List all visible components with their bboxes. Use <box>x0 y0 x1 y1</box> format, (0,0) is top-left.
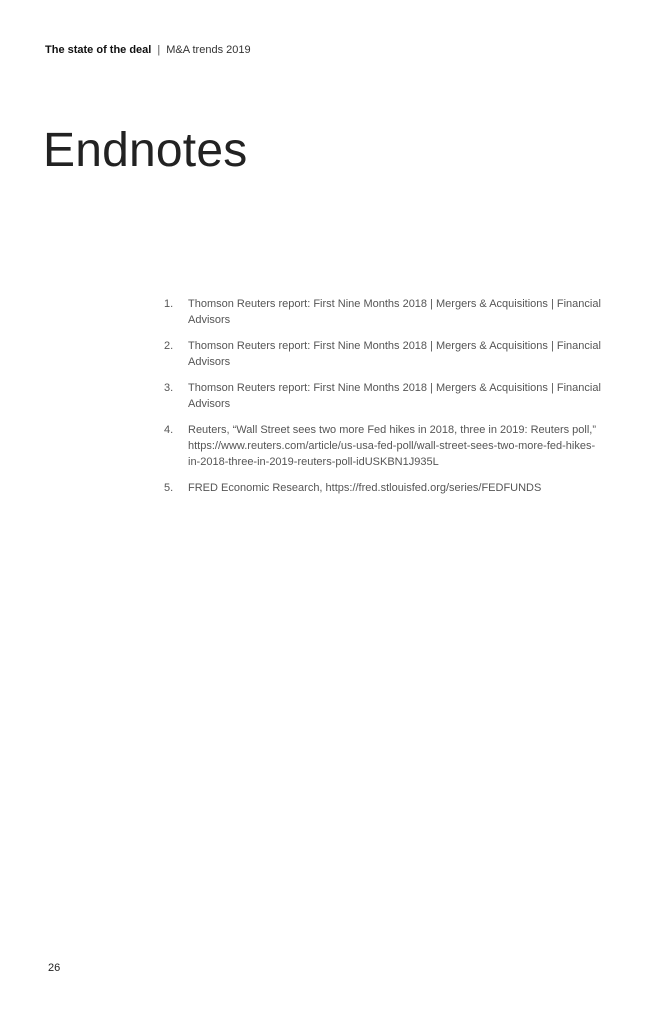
document-subtitle: M&A trends 2019 <box>166 44 251 56</box>
endnote-text: Reuters, “Wall Street sees two more Fed hikes in 2018, three in 2019: Reuters poll,” https://www.reuters.com/article/us-usa-fed-poll/wall-street-sees-two-more-fed-hikes-in-2018-three-in-2019-reuters-poll-idUSKBN1J935L <box>188 424 597 468</box>
endnote-text: Thomson Reuters report: First Nine Months 2018 | Mergers & Acquisitions | Financial Advisors <box>188 382 601 410</box>
endnote-number: 4. <box>164 424 174 436</box>
page-title: Endnotes <box>43 124 248 177</box>
endnotes-list <box>164 296 604 506</box>
endnote-1 <box>164 296 604 328</box>
endnote-text: Thomson Reuters report: First Nine Months 2018 | Mergers & Acquisitions | Financial Advisors <box>188 298 601 326</box>
endnote-text: Thomson Reuters report: First Nine Months 2018 | Mergers & Acquisitions | Financial Advisors <box>188 340 601 368</box>
endnote-3 <box>164 380 604 412</box>
running-header <box>45 43 251 57</box>
page-number: 26 <box>48 962 61 974</box>
endnote-number: 5. <box>164 482 174 494</box>
endnote-2 <box>164 338 604 370</box>
endnote-number: 2. <box>164 340 174 352</box>
endnote-text: FRED Economic Research, https://fred.stlouisfed.org/series/FEDFUNDS <box>188 482 542 494</box>
endnote-number: 3. <box>164 382 174 394</box>
endnote-5 <box>164 480 604 496</box>
header-separator: | <box>157 44 161 56</box>
document-title: The state of the deal <box>45 44 152 56</box>
endnote-number: 1. <box>164 298 174 310</box>
endnote-4 <box>164 422 604 470</box>
